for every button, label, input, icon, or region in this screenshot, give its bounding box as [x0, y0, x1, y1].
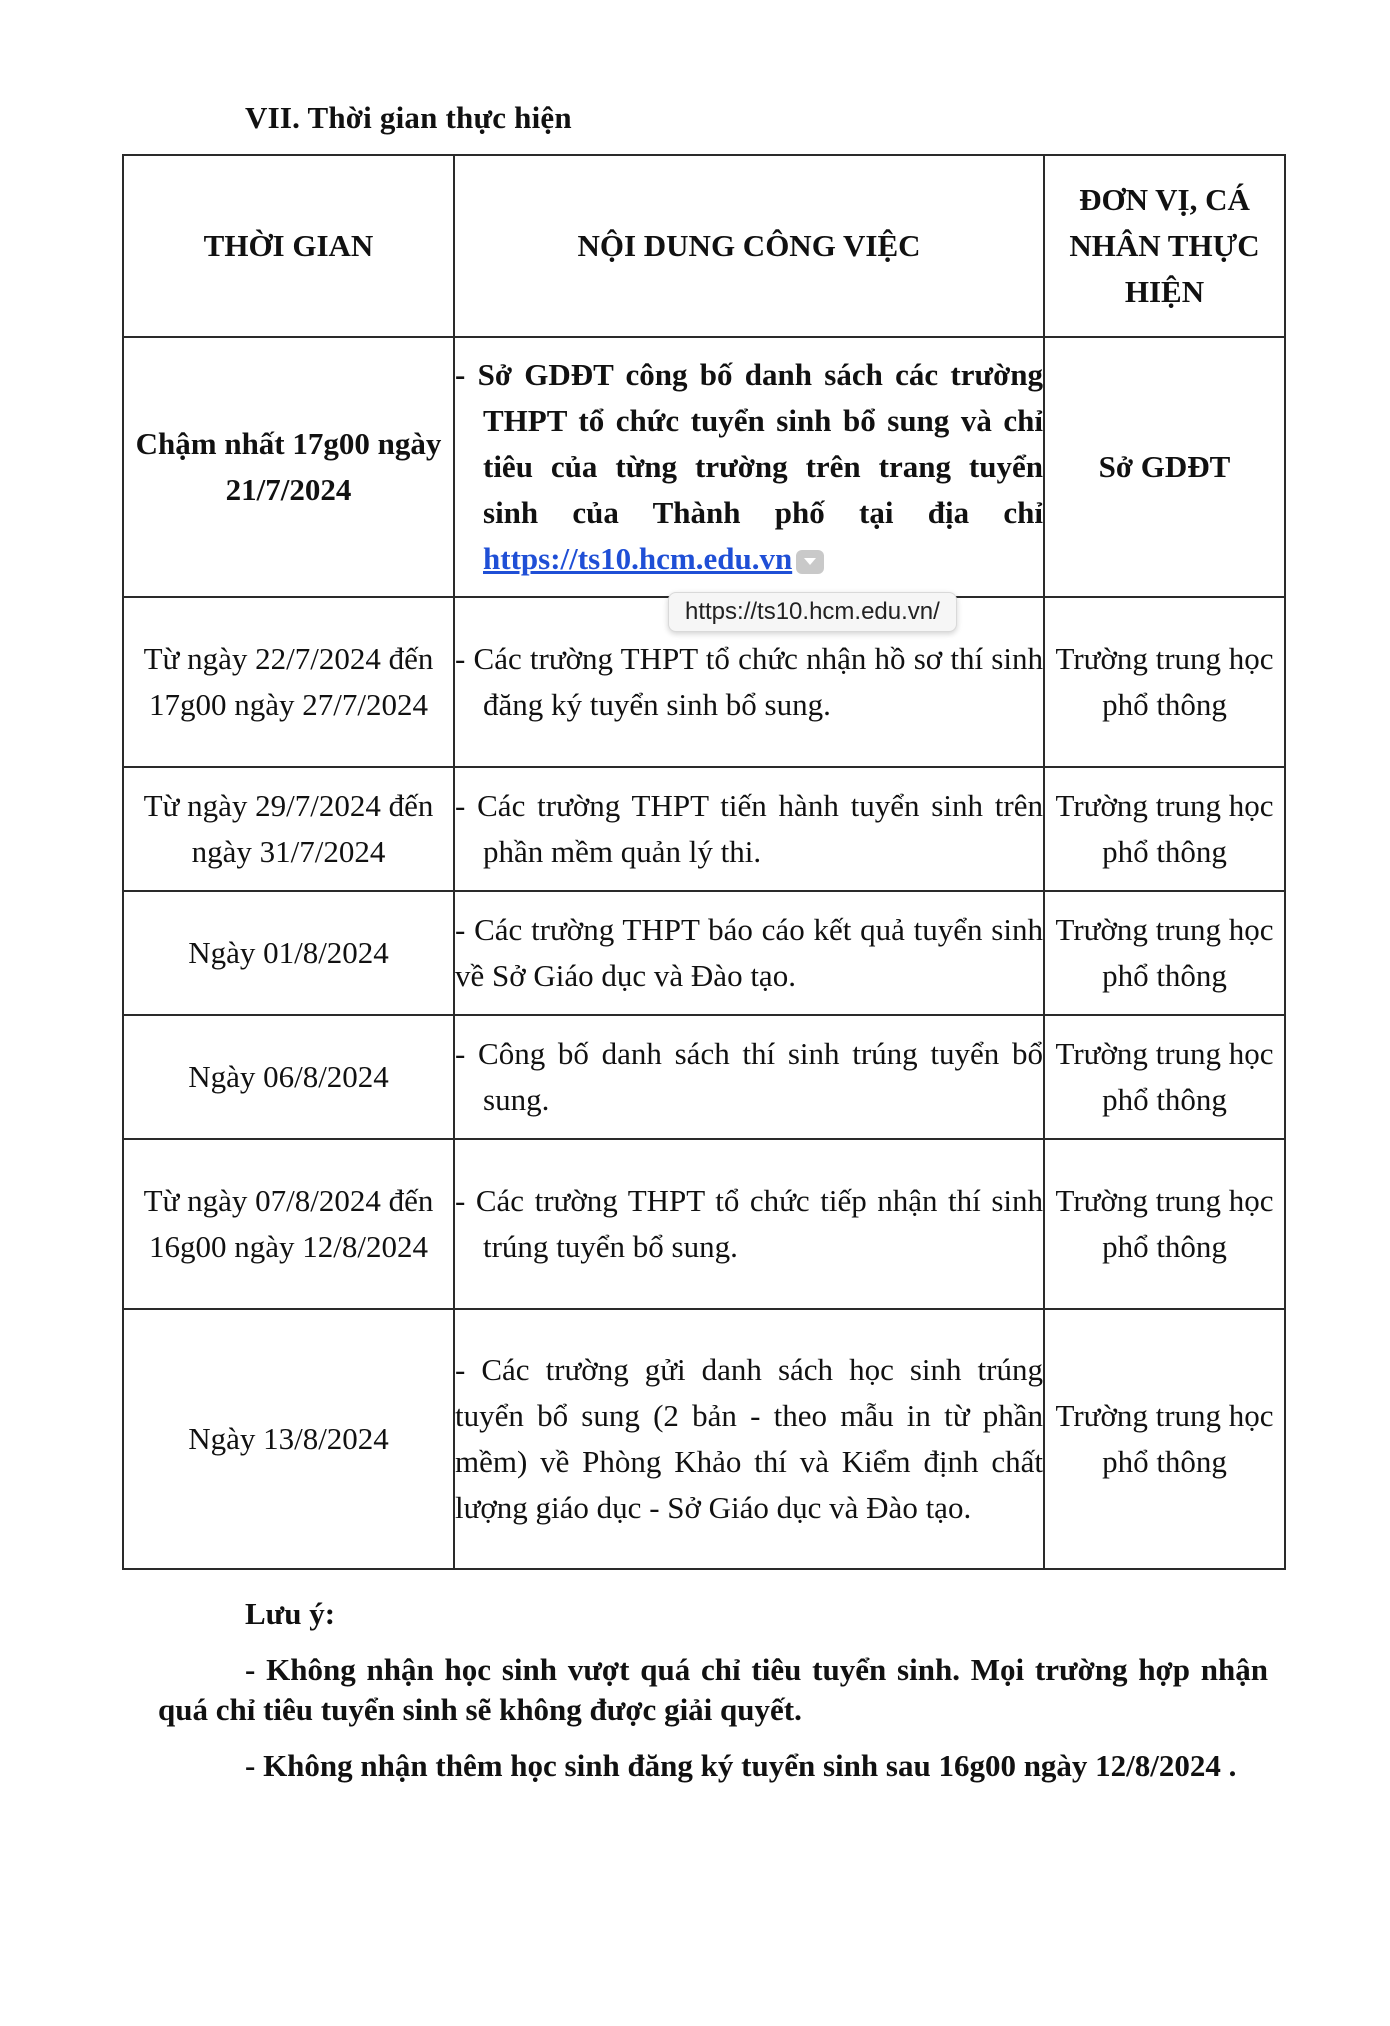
row-content [454, 891, 1044, 1015]
link-url-tooltip: https://ts10.hcm.edu.vn/ [668, 592, 957, 632]
table-row [123, 337, 1285, 597]
table-row [123, 1139, 1285, 1309]
row-content [454, 337, 1044, 597]
row-unit: Trường trung học phổ thông [1044, 1309, 1285, 1569]
admissions-link[interactable]: https://ts10.hcm.edu.vn [483, 541, 793, 576]
row-unit: Trường trung học phổ thông [1044, 1015, 1285, 1139]
row-content-text: - Công bố danh sách thí sinh trúng tuyển bổ sung. [455, 1036, 1043, 1117]
table-row [123, 891, 1285, 1015]
row-time: Từ ngày 22/7/2024 đến 17g00 ngày 27/7/2024 [123, 597, 454, 767]
section-title: VII. Thời gian thực hiện [245, 100, 572, 135]
row-content [454, 1309, 1044, 1569]
row-content-text: - Các trường gửi danh sách học sinh trúng tuyển bổ sung (2 bản - theo mẫu in từ phần mềm) về Phòng Khảo thí và Kiểm định chất lượng giáo dục - Sở Giáo dục và Đào tạo. [455, 1352, 1043, 1525]
row-time: Ngày 01/8/2024 [123, 891, 454, 1015]
row-unit: Trường trung học phổ thông [1044, 1139, 1285, 1309]
row-unit: Sở GDĐT [1044, 337, 1285, 597]
header-time: THỜI GIAN [123, 155, 454, 337]
row-time: Chậm nhất 17g00 ngày 21/7/2024 [123, 337, 454, 597]
row-content-text: - Các trường THPT tổ chức nhận hồ sơ thí sinh đăng ký tuyển sinh bổ sung. [455, 641, 1043, 722]
row-time: Từ ngày 07/8/2024 đến 16g00 ngày 12/8/2024 [123, 1139, 454, 1309]
table-row [123, 1309, 1285, 1569]
notes-label: Lưu ý: [245, 1596, 336, 1631]
row-content-text [455, 352, 1043, 582]
row-time: Ngày 06/8/2024 [123, 1015, 454, 1139]
row-content-text: - Các trường THPT tổ chức tiếp nhận thí sinh trúng tuyển bổ sung. [455, 1183, 1043, 1264]
note-item: - Không nhận thêm học sinh đăng ký tuyển sinh sau 16g00 ngày 12/8/2024 . [245, 1748, 1237, 1783]
row-content-text: - Các trường THPT tiến hành tuyển sinh trên phần mềm quản lý thi. [455, 788, 1043, 869]
header-unit: ĐƠN VỊ, CÁ NHÂN THỰC HIỆN [1044, 155, 1285, 337]
row-content [454, 1015, 1044, 1139]
row-content [454, 1139, 1044, 1309]
schedule-table [122, 154, 1286, 1570]
row-content-prefix: - Sở GDĐT công bố danh sách các trường THPT tổ chức tuyển sinh bổ sung và chỉ tiêu của từng trường trên trang tuyển sinh của Thành phố tại địa chỉ [455, 357, 1043, 530]
row-time: Ngày 13/8/2024 [123, 1309, 454, 1569]
header-content: NỘI DUNG CÔNG VIỆC [454, 155, 1044, 337]
table-row [123, 767, 1285, 891]
row-time: Từ ngày 29/7/2024 đến ngày 31/7/2024 [123, 767, 454, 891]
note-item: - Không nhận học sinh vượt quá chỉ tiêu tuyển sinh. Mọi trường hợp nhận quá chỉ tiêu tuyển sinh sẽ không được giải quyết. [158, 1652, 1268, 1727]
row-content [454, 767, 1044, 891]
link-options-icon[interactable] [796, 550, 824, 574]
row-content-text: - Các trường THPT báo cáo kết quả tuyển sinh về Sở Giáo dục và Đào tạo. [455, 912, 1043, 993]
table-row [123, 1015, 1285, 1139]
table-header-row [123, 155, 1285, 337]
row-unit: Trường trung học phổ thông [1044, 891, 1285, 1015]
row-unit: Trường trung học phổ thông [1044, 767, 1285, 891]
row-unit: Trường trung học phổ thông [1044, 597, 1285, 767]
